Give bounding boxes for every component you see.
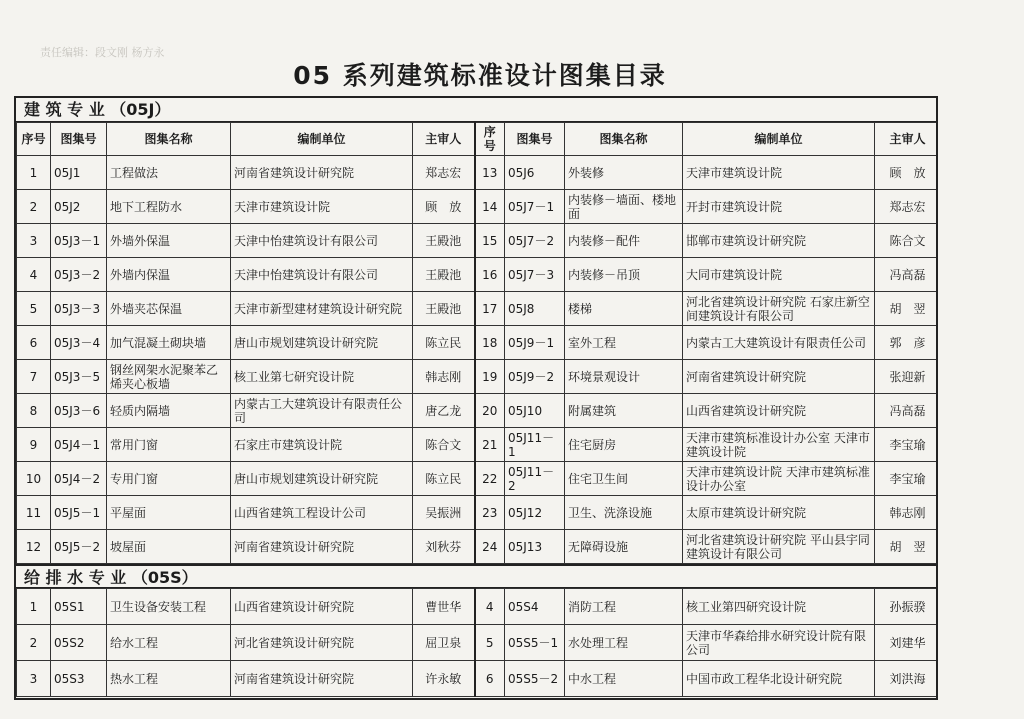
- cell-code: 05J11－2: [505, 462, 565, 496]
- cell-code: 05J9－1: [505, 326, 565, 360]
- cell-no: 4: [475, 589, 505, 625]
- cell-code: 05J8: [505, 292, 565, 326]
- cell-reviewer: 顾 放: [875, 156, 939, 190]
- cell-no: 9: [17, 428, 51, 462]
- cell-unit: 核工业第四研究设计院: [683, 589, 875, 625]
- cell-unit: 河南省建筑设计研究院: [231, 156, 413, 190]
- cell-unit: 天津市建筑设计院: [683, 156, 875, 190]
- cell-reviewer: 唐乙龙: [413, 394, 475, 428]
- cell-no: 14: [475, 190, 505, 224]
- cell-unit: 邯郸市建筑设计研究院: [683, 224, 875, 258]
- cell-code: 05J3－6: [51, 394, 107, 428]
- cell-code: 05S5－1: [505, 625, 565, 661]
- cell-name: 热水工程: [107, 661, 231, 697]
- cell-no: 4: [17, 258, 51, 292]
- cell-unit: 内蒙古工大建筑设计有限责任公司: [683, 326, 875, 360]
- cell-code: 05J5－1: [51, 496, 107, 530]
- cell-unit: 核工业第七研究设计院: [231, 360, 413, 394]
- cell-unit: 天津市建筑设计院: [231, 190, 413, 224]
- cell-code: 05S5－2: [505, 661, 565, 697]
- cell-code: 05J4－1: [51, 428, 107, 462]
- cell-unit: 天津中怡建筑设计有限公司: [231, 224, 413, 258]
- cell-name: 卫生设备安装工程: [107, 589, 231, 625]
- cell-name: 卫生、洗涤设施: [565, 496, 683, 530]
- cell-name: 钢丝网架水泥聚苯乙烯夹心板墙: [107, 360, 231, 394]
- cell-no: 20: [475, 394, 505, 428]
- table-row: [17, 625, 939, 661]
- cell-no: 1: [17, 589, 51, 625]
- table-row: [17, 661, 939, 697]
- cell-no: 1: [17, 156, 51, 190]
- cell-code: 05J3－2: [51, 258, 107, 292]
- cell-code: 05J6: [505, 156, 565, 190]
- cell-name: 住宅卫生间: [565, 462, 683, 496]
- cell-reviewer: 郑志宏: [875, 190, 939, 224]
- cell-name: 地下工程防水: [107, 190, 231, 224]
- cell-unit: 太原市建筑设计研究院: [683, 496, 875, 530]
- cell-code: 05J3－5: [51, 360, 107, 394]
- cell-unit: 河南省建筑设计研究院: [231, 530, 413, 564]
- cell-reviewer: 屈卫泉: [413, 625, 475, 661]
- cell-name: 环境景观设计: [565, 360, 683, 394]
- cell-unit: 内蒙古工大建筑设计有限责任公司: [231, 394, 413, 428]
- cell-name: 平屋面: [107, 496, 231, 530]
- column-header: 图集名称: [107, 123, 231, 156]
- header-row: [17, 123, 939, 156]
- cell-code: 05J13: [505, 530, 565, 564]
- cell-code: 05S2: [51, 625, 107, 661]
- cell-code: 05J2: [51, 190, 107, 224]
- cell-unit: 大同市建筑设计院: [683, 258, 875, 292]
- cell-reviewer: 陈合文: [413, 428, 475, 462]
- column-header: 序号: [17, 123, 51, 156]
- cell-no: 10: [17, 462, 51, 496]
- cell-code: 05J7－3: [505, 258, 565, 292]
- cell-no: 5: [17, 292, 51, 326]
- cell-unit: 天津市华森给排水研究设计院有限公司: [683, 625, 875, 661]
- cell-unit: 河北省建筑设计研究院: [231, 625, 413, 661]
- cell-code: 05J5－2: [51, 530, 107, 564]
- cell-reviewer: 刘建华: [875, 625, 939, 661]
- cell-code: 05S4: [505, 589, 565, 625]
- section-heading-architecture: 建 筑 专 业 （05J）: [16, 98, 936, 122]
- cell-reviewer: 李宝瑜: [875, 428, 939, 462]
- cell-name: 附属建筑: [565, 394, 683, 428]
- cell-no: 5: [475, 625, 505, 661]
- column-header: 图集号: [505, 123, 565, 156]
- column-header: 序号: [475, 123, 505, 156]
- section-heading-plumbing: 给 排 水 专 业 （05S）: [16, 564, 936, 588]
- cell-unit: 山西省建筑设计研究院: [231, 589, 413, 625]
- cell-no: 19: [475, 360, 505, 394]
- cell-unit: 河北省建筑设计研究院 石家庄新空间建筑设计有限公司: [683, 292, 875, 326]
- cell-code: 05J3－3: [51, 292, 107, 326]
- cell-code: 05S1: [51, 589, 107, 625]
- cell-unit: 山西省建筑设计研究院: [683, 394, 875, 428]
- cell-code: 05J3－4: [51, 326, 107, 360]
- cell-code: 05J9－2: [505, 360, 565, 394]
- table-row: [17, 326, 939, 360]
- table-row: [17, 589, 939, 625]
- cell-code: 05J7－2: [505, 224, 565, 258]
- cell-unit: 天津市建筑设计院 天津市建筑标准设计办公室: [683, 462, 875, 496]
- cell-unit: 唐山市规划建筑设计研究院: [231, 462, 413, 496]
- cell-code: 05J11－1: [505, 428, 565, 462]
- cell-name: 无障碍设施: [565, 530, 683, 564]
- cell-unit: 中国市政工程华北设计研究院: [683, 661, 875, 697]
- page-title: 05 系列建筑标准设计图集目录: [293, 61, 667, 90]
- cell-reviewer: 王殿池: [413, 224, 475, 258]
- cell-reviewer: 胡 翌: [875, 292, 939, 326]
- cell-no: 22: [475, 462, 505, 496]
- table-row: [17, 190, 939, 224]
- cell-no: 12: [17, 530, 51, 564]
- cell-code: 05J12: [505, 496, 565, 530]
- cell-code: 05J10: [505, 394, 565, 428]
- cell-reviewer: 胡 翌: [875, 530, 939, 564]
- cell-name: 外墙内保温: [107, 258, 231, 292]
- cell-reviewer: 郭 彦: [875, 326, 939, 360]
- cell-name: 住宅厨房: [565, 428, 683, 462]
- plumbing-table: [16, 588, 938, 697]
- cell-no: 7: [17, 360, 51, 394]
- cell-reviewer: 陈立民: [413, 326, 475, 360]
- table-row: [17, 156, 939, 190]
- cell-name: 水处理工程: [565, 625, 683, 661]
- cell-name: 专用门窗: [107, 462, 231, 496]
- cell-name: 工程做法: [107, 156, 231, 190]
- cell-no: 23: [475, 496, 505, 530]
- table-row: [17, 258, 939, 292]
- cell-unit: 天津市新型建材建筑设计研究院: [231, 292, 413, 326]
- cell-unit: 天津中怡建筑设计有限公司: [231, 258, 413, 292]
- table-row: [17, 496, 939, 530]
- cell-name: 楼梯: [565, 292, 683, 326]
- cell-reviewer: 王殿池: [413, 258, 475, 292]
- cell-reviewer: 刘秋芬: [413, 530, 475, 564]
- table-row: [17, 462, 939, 496]
- cell-reviewer: 李宝瑜: [875, 462, 939, 496]
- cell-code: 05J7－1: [505, 190, 565, 224]
- cell-unit: 天津市建筑标准设计办公室 天津市建筑设计院: [683, 428, 875, 462]
- column-header: 编制单位: [683, 123, 875, 156]
- cell-name: 外墙夹芯保温: [107, 292, 231, 326]
- cell-unit: 唐山市规划建筑设计研究院: [231, 326, 413, 360]
- cell-reviewer: 王殿池: [413, 292, 475, 326]
- cell-reviewer: 冯高磊: [875, 394, 939, 428]
- table-row: [17, 360, 939, 394]
- table-row: [17, 394, 939, 428]
- cell-reviewer: 张迎新: [875, 360, 939, 394]
- cell-no: 13: [475, 156, 505, 190]
- cell-no: 24: [475, 530, 505, 564]
- cell-name: 坡屋面: [107, 530, 231, 564]
- cell-unit: 河南省建筑设计研究院: [231, 661, 413, 697]
- cell-reviewer: 陈合文: [875, 224, 939, 258]
- cell-no: 8: [17, 394, 51, 428]
- cell-reviewer: 刘洪海: [875, 661, 939, 697]
- cell-name: 外墙外保温: [107, 224, 231, 258]
- cell-reviewer: 冯高磊: [875, 258, 939, 292]
- table-row: [17, 292, 939, 326]
- cell-no: 2: [17, 625, 51, 661]
- cell-reviewer: 郑志宏: [413, 156, 475, 190]
- cell-no: 3: [17, 224, 51, 258]
- cell-unit: 河南省建筑设计研究院: [683, 360, 875, 394]
- cell-reviewer: 顾 放: [413, 190, 475, 224]
- cell-name: 内装修－吊顶: [565, 258, 683, 292]
- cell-no: 18: [475, 326, 505, 360]
- column-header: 主审人: [413, 123, 475, 156]
- cell-reviewer: 韩志刚: [875, 496, 939, 530]
- cell-code: 05J3－1: [51, 224, 107, 258]
- cell-reviewer: 吴振洲: [413, 496, 475, 530]
- cell-code: 05J1: [51, 156, 107, 190]
- cell-name: 消防工程: [565, 589, 683, 625]
- cell-name: 常用门窗: [107, 428, 231, 462]
- cell-code: 05S3: [51, 661, 107, 697]
- table-row: [17, 530, 939, 564]
- cell-reviewer: 孙振骙: [875, 589, 939, 625]
- cell-name: 加气混凝土砌块墙: [107, 326, 231, 360]
- table-row: [17, 224, 939, 258]
- cell-name: 内装修－墙面、楼地面: [565, 190, 683, 224]
- cell-no: 3: [17, 661, 51, 697]
- cell-no: 11: [17, 496, 51, 530]
- cell-name: 外装修: [565, 156, 683, 190]
- cell-no: 2: [17, 190, 51, 224]
- cell-reviewer: 曹世华: [413, 589, 475, 625]
- cell-no: 6: [17, 326, 51, 360]
- cell-reviewer: 韩志刚: [413, 360, 475, 394]
- cell-reviewer: 许永敏: [413, 661, 475, 697]
- cell-code: 05J4－2: [51, 462, 107, 496]
- cell-reviewer: 陈立民: [413, 462, 475, 496]
- catalog-sheet: [14, 96, 938, 700]
- cell-name: 给水工程: [107, 625, 231, 661]
- column-header: 图集名称: [565, 123, 683, 156]
- column-header: 编制单位: [231, 123, 413, 156]
- cell-name: 中水工程: [565, 661, 683, 697]
- cell-no: 21: [475, 428, 505, 462]
- cell-unit: 山西省建筑工程设计公司: [231, 496, 413, 530]
- table-row: [17, 428, 939, 462]
- cell-name: 轻质内隔墙: [107, 394, 231, 428]
- cell-no: 15: [475, 224, 505, 258]
- faint-header: 责任编辑：段文刚 杨方永: [40, 46, 165, 59]
- cell-no: 6: [475, 661, 505, 697]
- architecture-table: [16, 122, 938, 564]
- cell-unit: 石家庄市建筑设计院: [231, 428, 413, 462]
- cell-unit: 开封市建筑设计院: [683, 190, 875, 224]
- cell-name: 室外工程: [565, 326, 683, 360]
- cell-unit: 河北省建筑设计研究院 平山县宇同建筑设计有限公司: [683, 530, 875, 564]
- cell-no: 16: [475, 258, 505, 292]
- column-header: 主审人: [875, 123, 939, 156]
- cell-no: 17: [475, 292, 505, 326]
- cell-name: 内装修－配件: [565, 224, 683, 258]
- column-header: 图集号: [51, 123, 107, 156]
